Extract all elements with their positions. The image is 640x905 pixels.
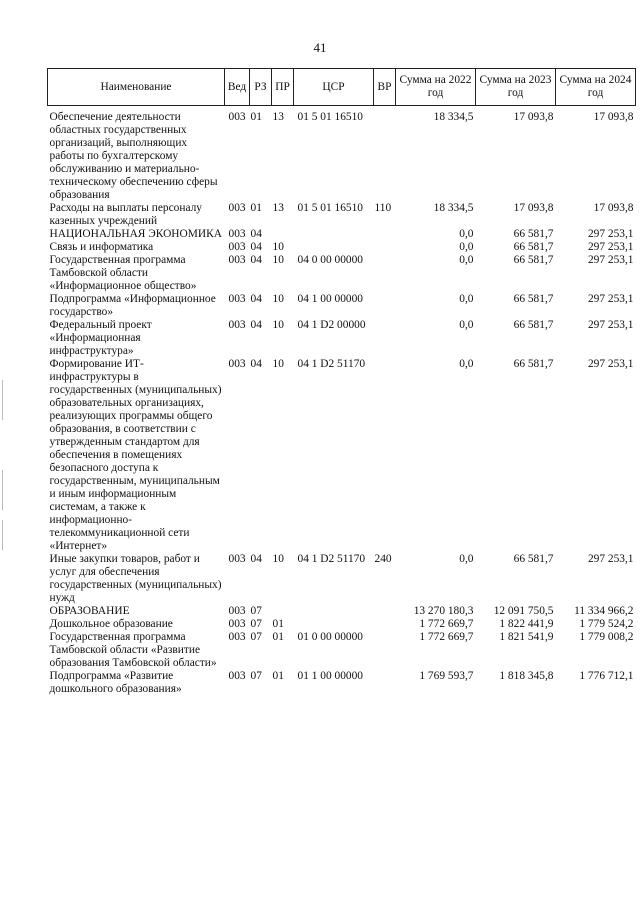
table-row xyxy=(48,228,636,241)
row-pr: 10 xyxy=(272,254,284,266)
row-sum-2023: 12 091 750,5 xyxy=(493,605,554,617)
row-name: Дошкольное образование xyxy=(49,618,173,630)
row-rz: 07 xyxy=(250,618,262,630)
table-row xyxy=(48,670,636,696)
row-ved: 003 xyxy=(228,111,246,123)
row-pr: 13 xyxy=(272,202,284,214)
scan-artifact xyxy=(2,470,3,510)
row-sum-2022: 0,0 xyxy=(459,553,474,565)
row-sum-2022: 0,0 xyxy=(459,358,474,370)
table-row xyxy=(48,241,636,254)
row-rz: 01 xyxy=(250,202,262,214)
row-pr: 10 xyxy=(272,293,284,305)
row-vr xyxy=(374,618,396,631)
row-sum-2022: 18 334,5 xyxy=(433,111,474,123)
row-vr xyxy=(374,254,396,293)
row-vr xyxy=(374,358,396,553)
row-pr: 10 xyxy=(272,553,284,565)
row-name: ОБРАЗОВАНИЕ xyxy=(49,605,130,617)
row-rz: 04 xyxy=(250,358,262,370)
scan-artifact xyxy=(2,520,3,550)
row-pr: 10 xyxy=(272,319,284,331)
row-sum-2024: 11 334 966,2 xyxy=(574,605,634,617)
row-name: Государственная программа Тамбовской области «Развитие образования Тамбовской области» xyxy=(49,631,217,669)
row-sum-2024: 17 093,8 xyxy=(593,202,634,214)
row-vr xyxy=(374,605,396,618)
row-pr: 01 xyxy=(272,618,284,630)
row-rz: 04 xyxy=(250,241,262,253)
page-number: 41 xyxy=(313,40,327,55)
column-header-sum-2022: Сумма на 2022 год xyxy=(396,69,476,106)
row-sum-2023: 1 822 441,9 xyxy=(499,618,554,630)
column-header-rz: РЗ xyxy=(250,69,272,106)
table-row xyxy=(48,605,636,618)
row-sum-2024: 1 779 524,2 xyxy=(579,618,634,630)
row-sum-2022: 1 772 669,7 xyxy=(419,618,474,630)
row-name: Государственная программа Тамбовской области «Информационное общество» xyxy=(49,254,197,292)
row-name: Расходы на выплаты персоналу казенных учреждений xyxy=(49,202,202,227)
row-sum-2024: 297 253,1 xyxy=(587,241,634,253)
row-sum-2024: 1 776 712,1 xyxy=(579,670,634,682)
row-csr: 04 1 00 00000 xyxy=(297,293,363,305)
row-rz: 04 xyxy=(250,254,262,266)
row-sum-2024: 297 253,1 xyxy=(587,319,634,331)
table-row xyxy=(48,293,636,319)
row-sum-2023: 66 581,7 xyxy=(513,293,554,305)
row-sum-2022: 1 769 593,7 xyxy=(419,670,474,682)
row-pr: 10 xyxy=(272,241,284,253)
row-name: Подпрограмма «Информационное государство» xyxy=(49,293,216,318)
row-sum-2023: 66 581,7 xyxy=(513,358,554,370)
row-csr: 04 1 D2 00000 xyxy=(297,319,366,331)
row-rz: 07 xyxy=(250,605,262,617)
row-ved: 003 xyxy=(228,202,246,214)
row-name: Связь и информатика xyxy=(49,241,154,253)
row-vr xyxy=(374,228,396,241)
row-sum-2023: 66 581,7 xyxy=(513,553,554,565)
row-sum-2024: 297 253,1 xyxy=(587,293,634,305)
row-sum-2022: 0,0 xyxy=(459,241,474,253)
row-ved: 003 xyxy=(228,670,246,682)
row-vr: 240 xyxy=(374,553,392,565)
row-csr: 04 1 D2 51170 xyxy=(297,553,366,565)
row-sum-2022: 0,0 xyxy=(459,319,474,331)
column-header-name: Наименование xyxy=(48,69,225,106)
row-sum-2023: 66 581,7 xyxy=(513,254,554,266)
row-sum-2023: 66 581,7 xyxy=(513,241,554,253)
row-vr xyxy=(374,241,396,254)
row-ved: 003 xyxy=(228,228,246,240)
row-ved: 003 xyxy=(228,319,246,331)
row-sum-2022: 0,0 xyxy=(459,293,474,305)
row-sum-2022: 1 772 669,7 xyxy=(419,631,474,643)
scan-artifact xyxy=(2,380,3,420)
row-pr: 13 xyxy=(272,111,284,123)
row-sum-2023: 66 581,7 xyxy=(513,319,554,331)
row-pr xyxy=(272,228,294,241)
row-sum-2024: 17 093,8 xyxy=(593,111,634,123)
row-ved: 003 xyxy=(228,631,246,643)
row-sum-2023: 17 093,8 xyxy=(513,111,554,123)
row-csr: 04 1 D2 51170 xyxy=(297,358,366,370)
row-sum-2023: 66 581,7 xyxy=(513,228,554,240)
row-csr: 01 5 01 16510 xyxy=(297,202,363,214)
row-name: Обеспечение деятельности областных государственных организаций, выполняющих работы по бухгалтерскому обслуживанию и материально-техническому обеспечению сферы образования xyxy=(49,111,218,201)
column-header-sum-2024: Сумма на 2024 год xyxy=(556,69,636,106)
row-sum-2022: 13 270 180,3 xyxy=(413,605,474,617)
table-body xyxy=(48,106,636,697)
row-sum-2022: 18 334,5 xyxy=(433,202,474,214)
table-row xyxy=(48,319,636,358)
row-name: Федеральный проект «Информационная инфраструктура» xyxy=(49,319,152,357)
row-sum-2024: 297 253,1 xyxy=(587,358,634,370)
row-sum-2023: 17 093,8 xyxy=(513,202,554,214)
table-row xyxy=(48,254,636,293)
table-header xyxy=(48,69,636,106)
row-rz: 07 xyxy=(250,631,262,643)
row-pr xyxy=(272,605,294,618)
column-header-csr: ЦСР xyxy=(294,69,374,106)
row-csr xyxy=(294,618,374,631)
row-pr: 01 xyxy=(272,670,284,682)
row-csr: 01 5 01 16510 xyxy=(297,111,363,123)
row-vr xyxy=(374,631,396,670)
row-sum-2024: 297 253,1 xyxy=(587,228,634,240)
row-vr xyxy=(374,293,396,319)
row-sum-2024: 297 253,1 xyxy=(587,553,634,565)
row-csr xyxy=(294,605,374,618)
row-ved: 003 xyxy=(228,254,246,266)
row-rz: 04 xyxy=(250,228,262,240)
table-row xyxy=(48,618,636,631)
table-row xyxy=(48,553,636,605)
row-rz: 07 xyxy=(250,670,262,682)
row-ved: 003 xyxy=(228,241,246,253)
row-vr xyxy=(374,106,396,203)
row-vr xyxy=(374,319,396,358)
row-name: Подпрограмма «Развитие дошкольного образования» xyxy=(49,670,182,695)
row-rz: 04 xyxy=(250,319,262,331)
row-sum-2022: 0,0 xyxy=(459,228,474,240)
row-ved: 003 xyxy=(228,293,246,305)
table-row xyxy=(48,631,636,670)
row-sum-2023: 1 818 345,8 xyxy=(499,670,554,682)
table-row xyxy=(48,358,636,553)
row-sum-2023: 1 821 541,9 xyxy=(499,631,554,643)
row-csr: 01 0 00 00000 xyxy=(297,631,363,643)
row-vr xyxy=(374,670,396,696)
column-header-pr: ПР xyxy=(272,69,294,106)
table-row xyxy=(48,106,636,203)
row-name: Иные закупки товаров, работ и услуг для обеспечения государственных (муниципальных) нужд xyxy=(49,553,222,604)
row-csr: 01 1 00 00000 xyxy=(297,670,363,682)
row-ved: 003 xyxy=(228,605,246,617)
row-sum-2024: 297 253,1 xyxy=(587,254,634,266)
row-sum-2022: 0,0 xyxy=(459,254,474,266)
column-header-sum-2023: Сумма на 2023 год xyxy=(476,69,556,106)
row-ved: 003 xyxy=(228,553,246,565)
row-rz: 04 xyxy=(250,553,262,565)
row-vr: 110 xyxy=(374,202,392,214)
row-pr: 10 xyxy=(272,358,284,370)
row-name: Формирование ИТ-инфраструктуры в государственных (муниципальных) образовательных организациях, реализующих программы общего образования, в соответствии с утвержденным стандартом для обеспечения в помещениях безопасного доступа к государственным, муниципальным и иным информационным системам, а также к информационно-телекоммуникационной сети «Интернет» xyxy=(49,358,222,552)
budget-table xyxy=(47,68,636,696)
row-rz: 04 xyxy=(250,293,262,305)
table-row xyxy=(48,202,636,228)
row-ved: 003 xyxy=(228,618,246,630)
row-csr xyxy=(294,228,374,241)
column-header-ved: Вед xyxy=(225,69,250,106)
row-csr: 04 0 00 00000 xyxy=(297,254,363,266)
row-sum-2024: 1 779 008,2 xyxy=(579,631,634,643)
row-csr xyxy=(294,241,374,254)
column-header-vr: ВР xyxy=(374,69,396,106)
row-rz: 01 xyxy=(250,111,262,123)
row-ved: 003 xyxy=(228,358,246,370)
row-pr: 01 xyxy=(272,631,284,643)
row-name: НАЦИОНАЛЬНАЯ ЭКОНОМИКА xyxy=(49,228,222,240)
